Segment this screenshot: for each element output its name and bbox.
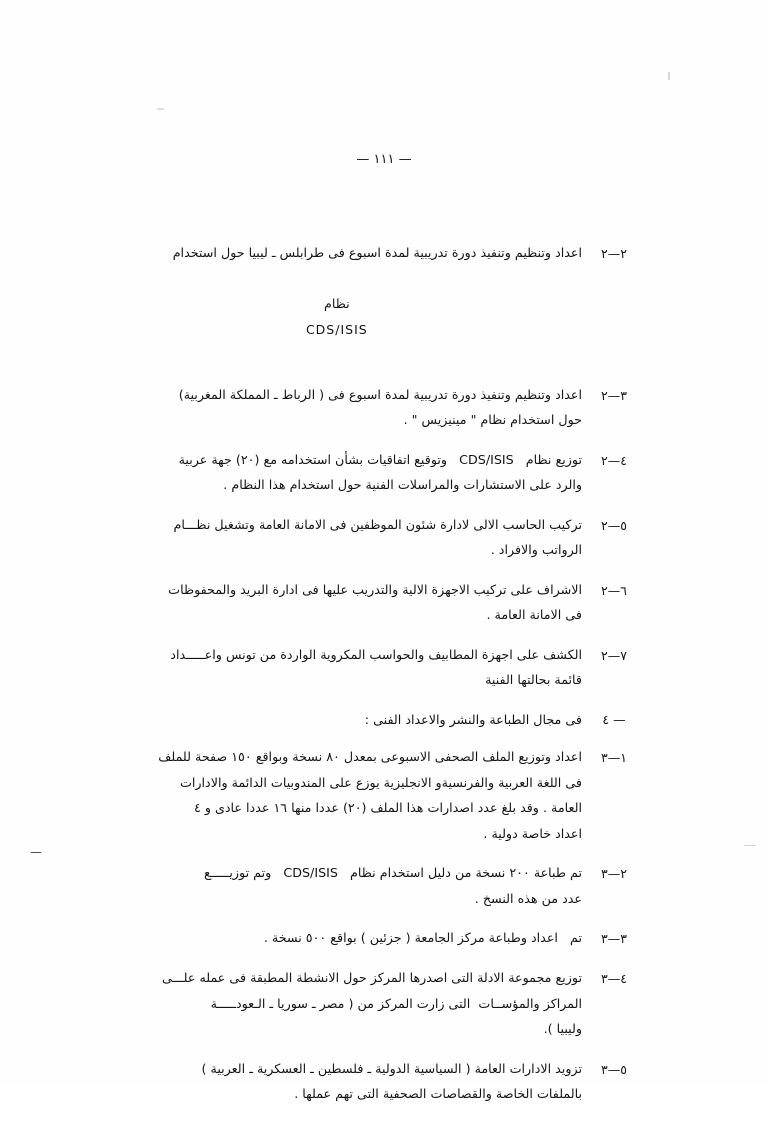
list-item — [132, 965, 636, 1042]
text-line: الاشراف على تركيب الاجهزة الالية والتدريب عليها فى ادارة البريد والمحفوظات — [168, 581, 582, 597]
list-item — [132, 577, 636, 628]
item-text — [132, 577, 592, 628]
scan-speck — [744, 845, 756, 846]
list-item — [132, 1056, 636, 1107]
list-item — [132, 240, 636, 368]
list-item — [132, 642, 636, 693]
text-line: اعداد وتوزيع الملف الصحفى الاسبوعى بمعدل ٨٠ نسخة وبواقع ١٥٠ صفحة للملف — [158, 749, 582, 764]
section-number: ٤ — — [602, 711, 626, 727]
text-line: توزيع نظام CDS/ISIS وتوقيع اتفاقيات بشأن استخدامه مع (٢٠) جهة عربية — [178, 451, 582, 467]
page-number: — ١١١ — — [356, 152, 412, 167]
scan-speck — [668, 72, 670, 80]
text-line: تم طباعة ٢٠٠ نسخة من دليل استخدام نظام CDS/ISIS وتم توزيـــــع — [204, 865, 582, 880]
item-number: ٦—٢ — [601, 582, 627, 598]
text-fragment: نظام — [323, 296, 350, 311]
text-line: والرد على الاستشارات والمراسلات الفنية حول استخدام هذا النظام . — [223, 477, 582, 492]
text-line: تم اعداد وطباعة مركز الجامعة ( جزئين ) بواقع ٥٠٠ نسخة . — [263, 930, 582, 945]
section-title-wrap — [132, 707, 592, 733]
item-number: ٥—٢ — [601, 517, 627, 533]
text-line: تزويد الادارات العامة ( السياسية الدولية ـ فلسطين ـ العسكرية ـ العربية ) — [201, 1060, 582, 1076]
list-item — [132, 382, 636, 433]
list-item — [132, 860, 636, 911]
list-item — [132, 744, 636, 846]
document-body — [132, 240, 636, 1121]
text-line: الرواتب والافراد . — [490, 542, 582, 557]
item-text — [132, 240, 592, 368]
item-number: ٣—٣ — [601, 931, 627, 946]
item-text — [132, 447, 592, 498]
scan-speck — [157, 108, 164, 110]
list-item — [132, 512, 636, 563]
item-text — [132, 744, 592, 846]
margin-mark: — — [30, 845, 42, 859]
text-line: بالملفات الخاصة والقصاصات الصحفية التى تهم عملها . — [294, 1086, 582, 1101]
text-line: الكشف على اجهزة المطابيف والحواسب المكروية الواردة من تونس واعـــــداد — [170, 646, 582, 662]
text-line: اعداد خاصة دولية . — [483, 825, 582, 841]
text-line: اعداد وتنظيم وتنفيذ دورة تدريبية لمدة اسبوع فى ( الرباط ـ المملكة المغربية) — [178, 386, 582, 402]
text-line: توزيع مجموعة الادلة التى اصدرها المركز حول الانشطة المطبقة فى عمله علـــى — [161, 970, 582, 985]
item-text — [132, 925, 592, 951]
item-text — [132, 860, 592, 911]
list-item — [132, 925, 636, 951]
text-line: فى اللغة العربية والفرنسيةو الانجليزية يوزع على المندوبيات الدائمة والادارات — [179, 774, 582, 790]
item-number: ٤—٢ — [601, 452, 627, 468]
item-text — [132, 382, 592, 433]
section-title: فى مجال الطباعة والنشر والاعداد الفنى : — [364, 711, 582, 727]
text-line: فى الامانة العامة . — [486, 607, 582, 622]
system-name-cds-isis: CDS/ISIS — [305, 321, 368, 337]
text-line: تركيب الحاسب الالى لادارة شئون الموظفين فى الامانة العامة وتشغيل نظـــام — [173, 516, 582, 532]
text-line-with-system — [132, 266, 582, 368]
text-line: قائمة بحالتها الفنية — [485, 672, 582, 687]
text-line: عدد من هذه النسخ . — [474, 890, 582, 906]
item-text — [132, 1056, 592, 1107]
item-text — [132, 965, 592, 1042]
item-number: ٤—٣ — [601, 971, 627, 986]
item-number: ٢—٢ — [601, 246, 627, 261]
text-line: العامة . وقد بلغ عدد اصدارات هذا الملف (٢٠) عددا منها ١٦ عددا عادى و ٤ — [193, 800, 582, 815]
item-number: ٥—٣ — [601, 1061, 627, 1077]
text-line: حول استخدام نظام " مينيزيس " . — [403, 412, 582, 427]
section-heading — [132, 707, 636, 733]
item-number: ١—٣ — [601, 750, 627, 765]
text-line: وليبيا ). — [543, 1021, 582, 1036]
item-text — [132, 512, 592, 563]
item-number: ٣—٢ — [601, 387, 627, 403]
text-line: المراكز والمؤســات التى زارت المركز من ( مصر ـ سوريا ـ الـعودـــــة — [210, 995, 582, 1011]
text-line: اعداد وتنظيم وتنفيذ دورة تدريبية لمدة اسبوع فى طرابلس ـ ليبيا حول استخدام — [172, 245, 582, 260]
item-number: ٢—٣ — [601, 866, 627, 881]
item-text — [132, 642, 592, 693]
item-number: ٧—٢ — [601, 647, 627, 663]
list-item — [132, 447, 636, 498]
